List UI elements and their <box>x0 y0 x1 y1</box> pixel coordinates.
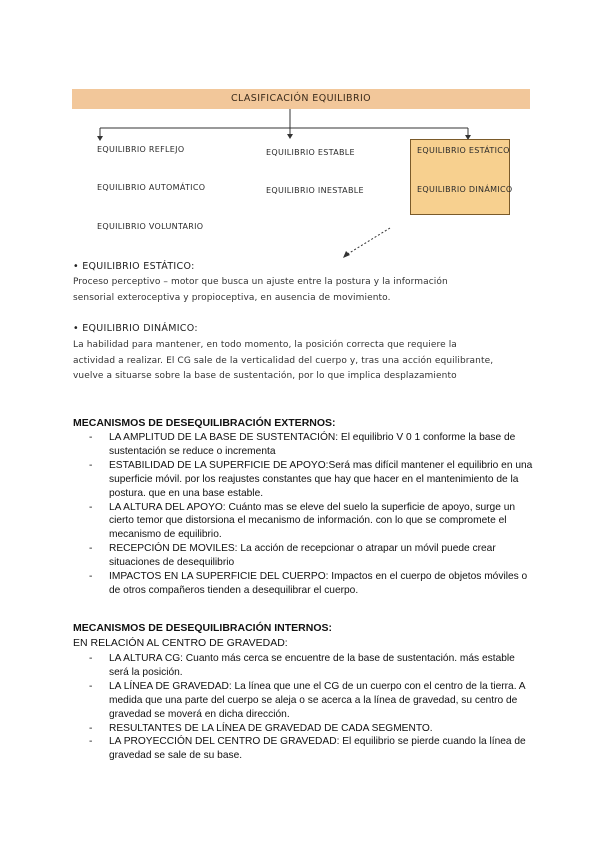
estatico-line: sensorial exteroceptiva y propioceptiva, en ausencia de movimiento. <box>73 292 391 303</box>
estatico-line: Proceso perceptivo – motor que busca un ajuste entre la postura y la información <box>73 277 448 287</box>
list-item: - IMPACTOS EN LA SUPERFICIE DEL CUERPO: Impactos en el cuerpo de objetos móviles o de otros compañeros tienden a desequilibrar el cuerpo. <box>73 570 533 598</box>
list-item: - RESULTANTES DE LA LÍNEA DE GRAVEDAD DE CADA SEGMENTO. <box>73 722 533 736</box>
list-item: - RECEPCIÓN DE MOVILES: La acción de recepcionar o atrapar un móvil puede crear situaciones de desequilibrio <box>73 542 533 570</box>
diagram-item-automatico: EQUILIBRIO AUTOMÁTICO <box>97 183 206 192</box>
diagram-item-estable: EQUILIBRIO ESTABLE <box>266 148 355 157</box>
estatico-paragraph <box>73 275 543 306</box>
arrow-dashed-head <box>343 251 350 258</box>
externos-list <box>73 431 533 598</box>
diagram-item-voluntario: EQUILIBRIO VOLUNTARIO <box>97 222 204 231</box>
list-item: - ESTABILIDAD DE LA SUPERFICIE DE APOYO:Será mas difícil mantener el equilibrio en una superficie móvil. por los reajustes constantes que hay que hacer en el mantenimiento de la postura. que en una base estable. <box>73 459 533 501</box>
externos-heading: MECANISMOS DE DESEQUILIBRACIÓN EXTERNOS: <box>73 417 336 429</box>
list-item: - LA ALTURA CG: Cuanto más cerca se encuentre de la base de sustentación. más estable será la posición. <box>73 652 533 680</box>
dinamico-line: vuelve a situarse sobre la base de sustentación, por lo que implica desplazamiento <box>73 371 457 381</box>
list-item: - LA LÍNEA DE GRAVEDAD: La línea que une el CG de un cuerpo con el centro de la tierra. A medida que una parte del cuerpo se aleja o se acerca a la línea de gravedad, su centro de gravedad se moverá en dicha dirección. <box>73 680 533 722</box>
arrow-left <box>97 136 103 141</box>
diagram-item-inestable: EQUILIBRIO INESTABLE <box>266 186 364 195</box>
list-item: - LA PROYECCIÓN DEL CENTRO DE GRAVEDAD: El equilibrio se pierde cuando la línea de gravedad se sale de su base. <box>73 735 533 763</box>
estatico-title: • EQUILIBRIO ESTÁTICO: <box>73 261 195 272</box>
dinamico-paragraph <box>73 338 543 385</box>
diagram-item-reflejo: EQUILIBRIO REFLEJO <box>97 145 185 154</box>
dinamico-line: actividad a realizar. El CG sale de la verticalidad del cuerpo y, tras una acción equilibrante, <box>73 355 494 366</box>
list-item: - LA ALTURA DEL APOYO: Cuánto mas se eleve del suelo la superficie de apoyo, surge un cierto temor que distorsiona el mecanismo de información. con lo que se compromete el mecanismo de equilibrio. <box>73 501 533 543</box>
internos-heading: MECANISMOS DE DESEQUILIBRACIÓN INTERNOS: <box>73 622 333 634</box>
dinamico-line: La habilidad para mantener, en todo momento, la posición correcta que requiere la <box>73 340 457 350</box>
diagram-item-estatico: EQUILIBRIO ESTÁTICO <box>417 146 510 155</box>
internos-subheading: EN RELACIÓN AL CENTRO DE GRAVEDAD: <box>73 637 288 649</box>
arrow-center <box>287 134 293 139</box>
list-item: - LA AMPLITUD DE LA BASE DE SUSTENTACIÓN: El equilibrio V 0 1 conforme la base de sustentación se reduce o incrementa <box>73 431 533 459</box>
diagram-item-dinamico: EQUILIBRIO DINÁMICO <box>417 185 513 194</box>
dinamico-title: • EQUILIBRIO DINÁMICO: <box>73 323 198 334</box>
internos-list <box>73 652 533 763</box>
dashed-arrow-line <box>346 228 390 255</box>
diagram-title: CLASIFICACIÓN EQUILIBRIO <box>72 89 530 109</box>
